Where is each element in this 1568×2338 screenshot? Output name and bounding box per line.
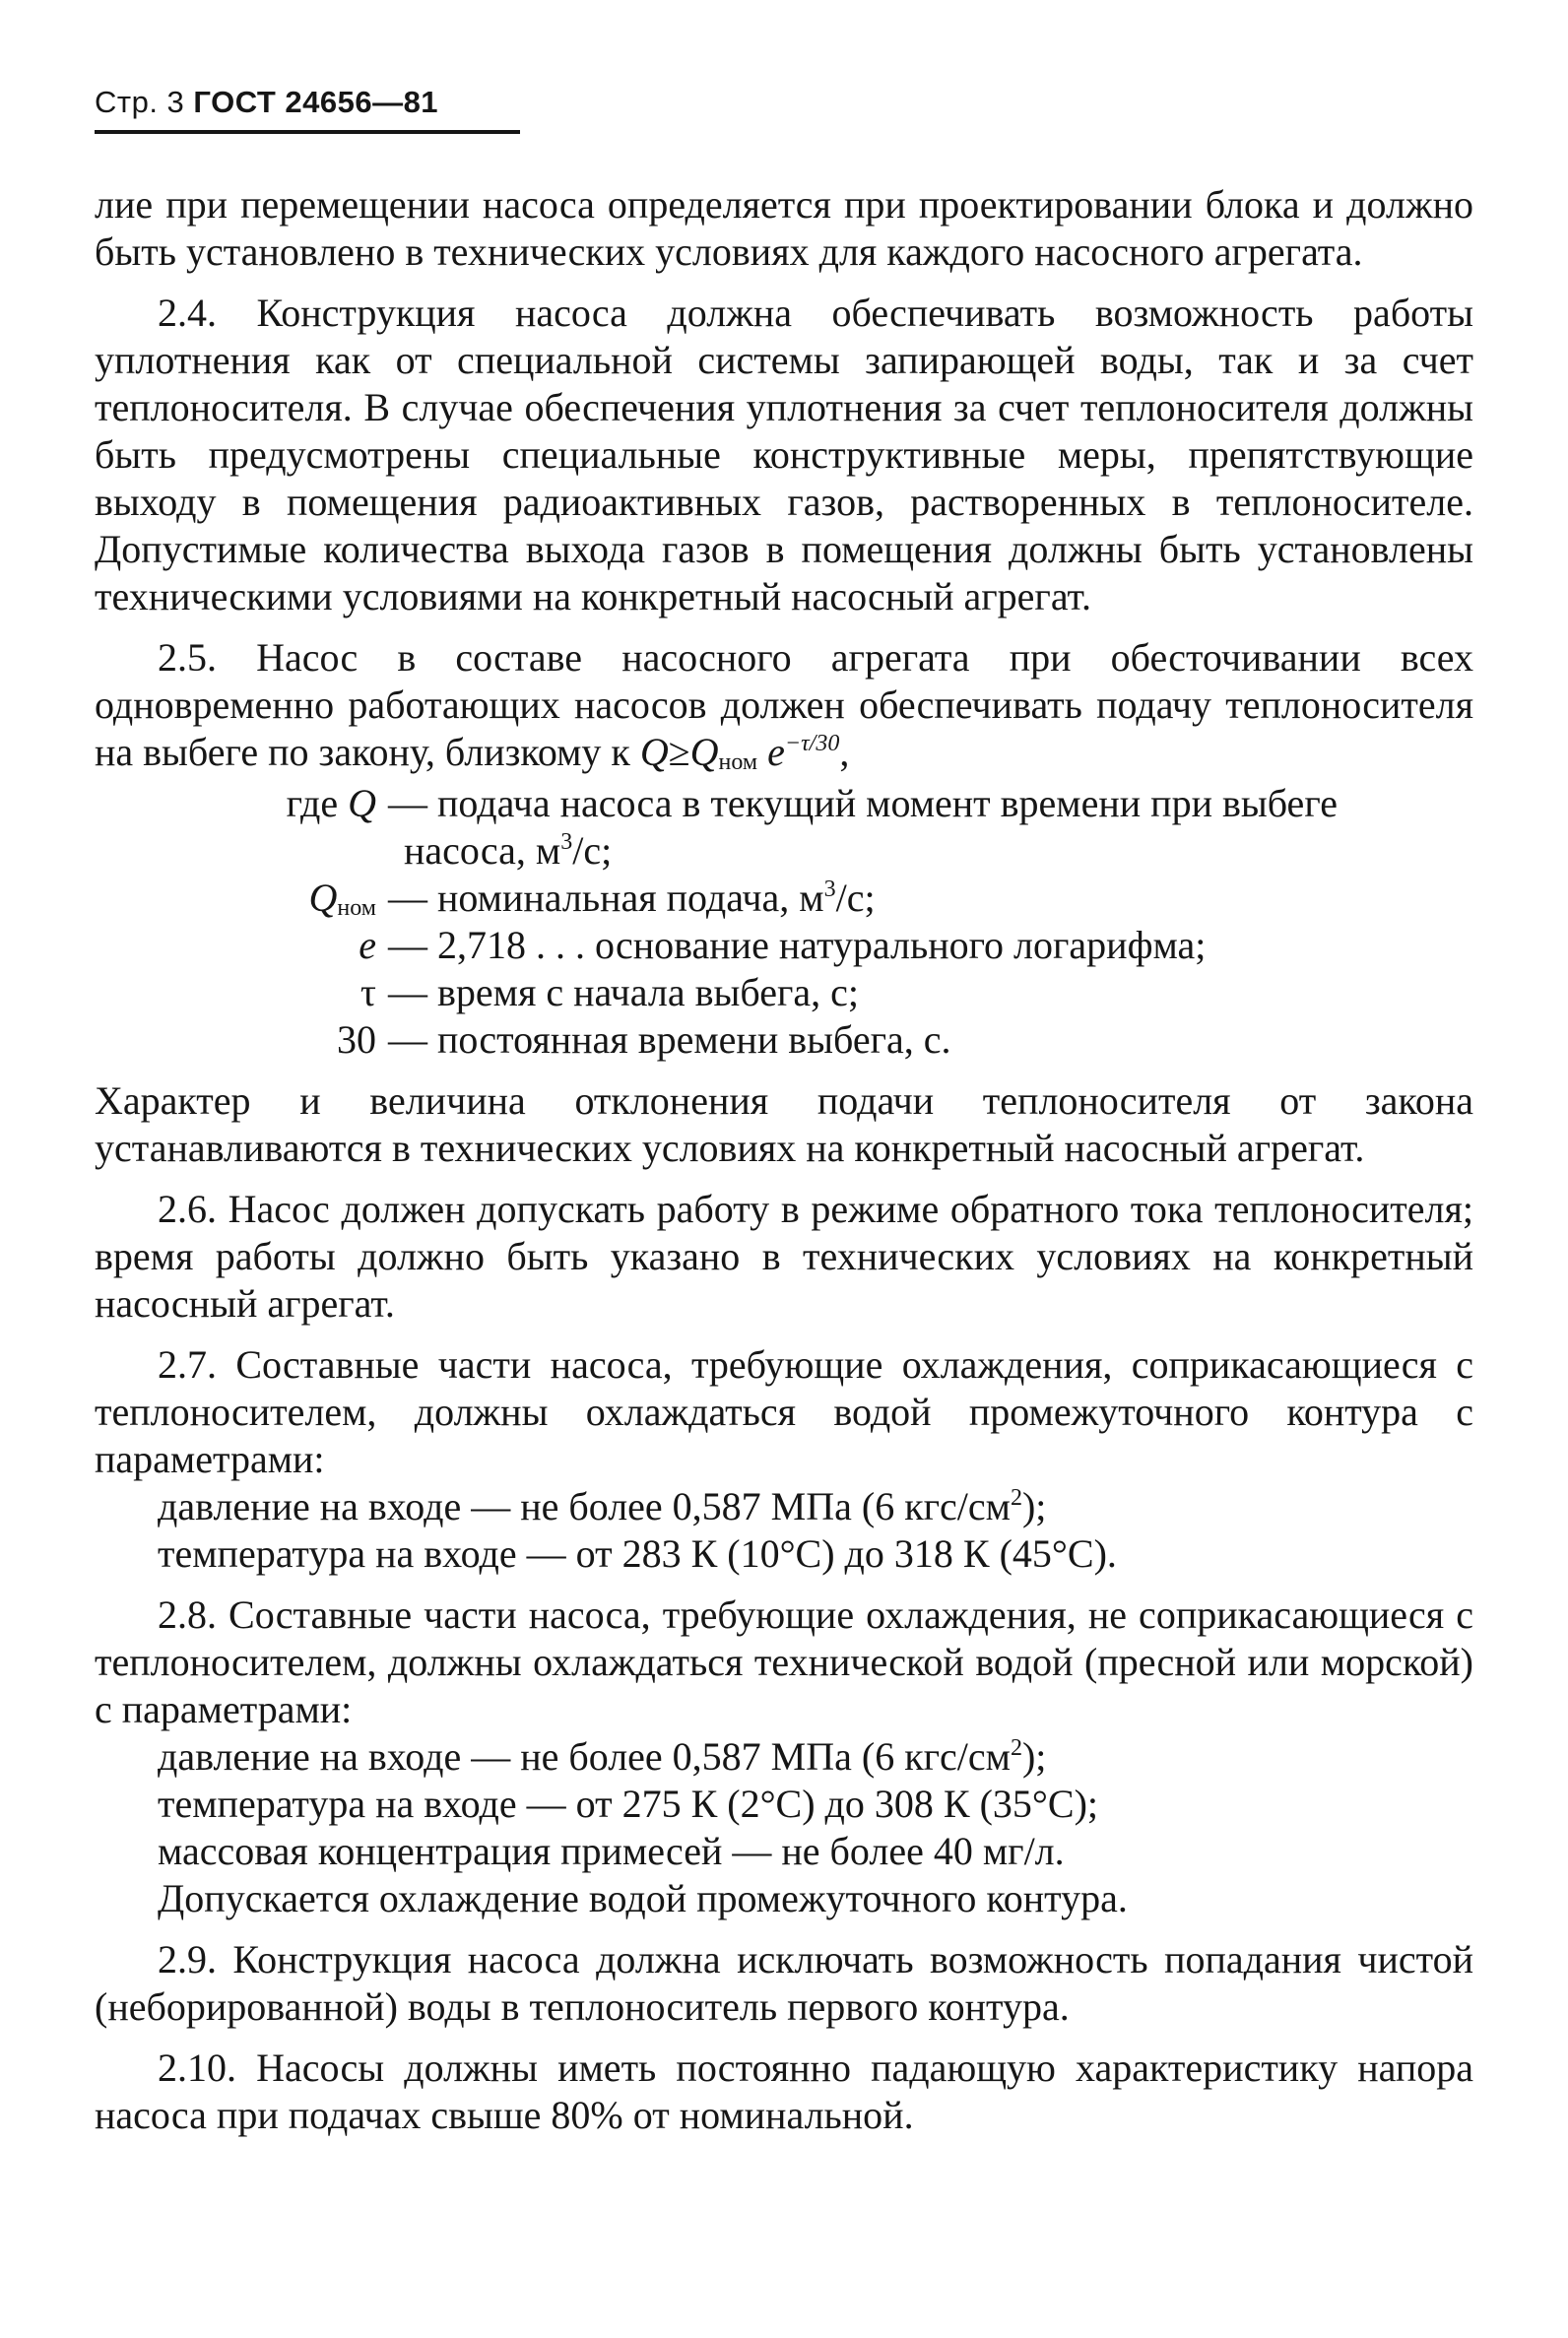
- definition-30: [95, 1016, 1473, 1064]
- paragraph-intro: лие при перемещении насоса определяется при проектировании блока и должно быть установлено в технических условиях для каждого насосного агрегата.: [95, 182, 1473, 274]
- formula-exponent: −τ/30: [784, 731, 840, 756]
- definition-30-text: — постоянная времени выбега, с.: [388, 1017, 951, 1062]
- definition-e-term: e: [359, 923, 376, 967]
- paragraph-2-5-text: 2.5. Насос в составе насосного агрегата при обесточивании всех одновременно работающих насосов должен обеспечивать подачу теплоносителя на выбеге по закону, близкому к: [95, 635, 1473, 774]
- paragraph-2-7-pressure-text: давление на входе — не более 0,587 МПа (6 кгс/см: [158, 1484, 1011, 1528]
- definition-qnom-sub: ном: [337, 895, 376, 921]
- paragraph-2-4: 2.4. Конструкция насоса должна обеспечивать возможность работы уплотнения как от специальной системы запирающей воды, так и за счет теплоносителя. В случае обеспечения уплотнения за счет теплоносителя должны быть предусмотрены специальные конструктивные меры, препятствующие выходу в помещения радиоактивных газов, растворенных в теплоносителе. Допустимые количества выхода газов в помещения должны быть установлены техническими условиями на конкретный насосный агрегат.: [95, 291, 1473, 618]
- paragraph-2-8-temperature: температура на входе — от 275 К (2°С) до 308 К (35°С);: [158, 1782, 1099, 1826]
- definition-qnom-unit-sup: 3: [823, 877, 836, 902]
- definition-tau-text: — время с начала выбега, с;: [388, 970, 859, 1014]
- paragraph-2-7-temperature: температура на входе — от 283 К (10°С) до 318 К (45°С).: [158, 1531, 1117, 1576]
- paragraph-2-7-pressure-tail: );: [1021, 1484, 1047, 1528]
- standard-id: ГОСТ 24656—81: [193, 85, 439, 119]
- definition-tau-term: τ: [359, 970, 376, 1014]
- formula-qnom: Q: [689, 730, 719, 774]
- formula-trail: ,: [839, 730, 850, 774]
- definition-qnom-text: [376, 875, 1473, 922]
- formula-q: Q: [639, 730, 669, 774]
- definition-qnom-body: — номинальная подача, м: [388, 876, 824, 920]
- paragraph-2-8-allowed: Допускается охлаждение водой промежуточного контура.: [158, 1876, 1128, 1920]
- definition-q-symbol: Q: [348, 781, 376, 825]
- definition-e-text: — 2,718 . . . основание натурального логарифма;: [388, 923, 1207, 967]
- definition-q-continued: [95, 827, 1473, 875]
- document-body: [95, 181, 1473, 2139]
- paragraph-2-9: 2.9. Конструкция насоса должна исключать возможность попадания чистой (неборированной) воды в теплоноситель первого контура.: [95, 1937, 1473, 2029]
- paragraph-2-6: 2.6. Насос должен допускать работу в режиме обратного тока теплоносителя; время работы должно быть указано в технических условиях на конкретный насосный агрегат.: [95, 1187, 1473, 1326]
- formula-qnom-sub: ном: [718, 749, 758, 775]
- definition-where-word: где: [286, 781, 339, 825]
- formula-e: e: [767, 730, 785, 774]
- paragraph-2-7-pressure: [95, 1483, 1473, 1530]
- paragraph-2-8-pressure-text: давление на входе — не более 0,587 МПа (6 кгс/см: [158, 1734, 1011, 1779]
- paragraph-deviation: Характер и величина отклонения подачи теплоносителя от закона устанавливаются в технических условиях на конкретный насосный агрегат.: [95, 1078, 1473, 1170]
- paragraph-2-10: 2.10. Насосы должны иметь постоянно падающую характеристику напора насоса при подачах свыше 80% от номинальной.: [95, 2046, 1473, 2137]
- definition-qnom-unit-tail: /с;: [835, 876, 876, 920]
- definitions-list: [95, 780, 1473, 1064]
- header-rule: [95, 130, 520, 134]
- definition-q-text: — подача насоса в текущий момент времени при выбеге: [388, 781, 1338, 825]
- paragraph-2-7: 2.7. Составные части насоса, требующие охлаждения, соприкасающиеся с теплоносителем, должны охлаждаться водой промежуточного контура с параметрами:: [95, 1342, 1473, 1481]
- paragraph-2-8-pressure: [95, 1733, 1473, 1781]
- page-number-label: Стр. 3: [95, 85, 185, 119]
- paragraph-2-8-pressure-tail: );: [1021, 1734, 1047, 1779]
- formula-ge: ≥: [668, 730, 690, 774]
- definition-qnom-term: [95, 875, 376, 922]
- definition-tau: [95, 969, 1473, 1016]
- definition-qnom: [95, 875, 1473, 922]
- paragraph-2-8-impurities: массовая концентрация примесей — не более 40 мг/л.: [158, 1829, 1065, 1873]
- definition-q-term: [95, 780, 376, 827]
- definition-q-unit-sup: 3: [560, 829, 573, 855]
- definition-q-cont-text: насоса, м: [404, 828, 561, 873]
- paragraph-2-5: [95, 634, 1473, 776]
- page-header: [95, 83, 1473, 122]
- definition-qnom-symbol: Q: [308, 876, 338, 920]
- definition-q-text-cont: [95, 827, 1473, 875]
- definition-e: [95, 922, 1473, 969]
- definition-q-unit-tail: /с;: [572, 828, 613, 873]
- paragraph-2-8-pressure-sup: 2: [1010, 1735, 1022, 1761]
- paragraph-2-8: 2.8. Составные части насоса, требующие охлаждения, не соприкасающиеся с теплоносителем, должны охлаждаться технической водой (пресной или морской) с параметрами:: [95, 1592, 1473, 1731]
- definition-30-term: 30: [337, 1017, 376, 1062]
- document-page: [95, 83, 1473, 2153]
- definition-q: [95, 780, 1473, 827]
- paragraph-2-7-pressure-sup: 2: [1010, 1485, 1022, 1511]
